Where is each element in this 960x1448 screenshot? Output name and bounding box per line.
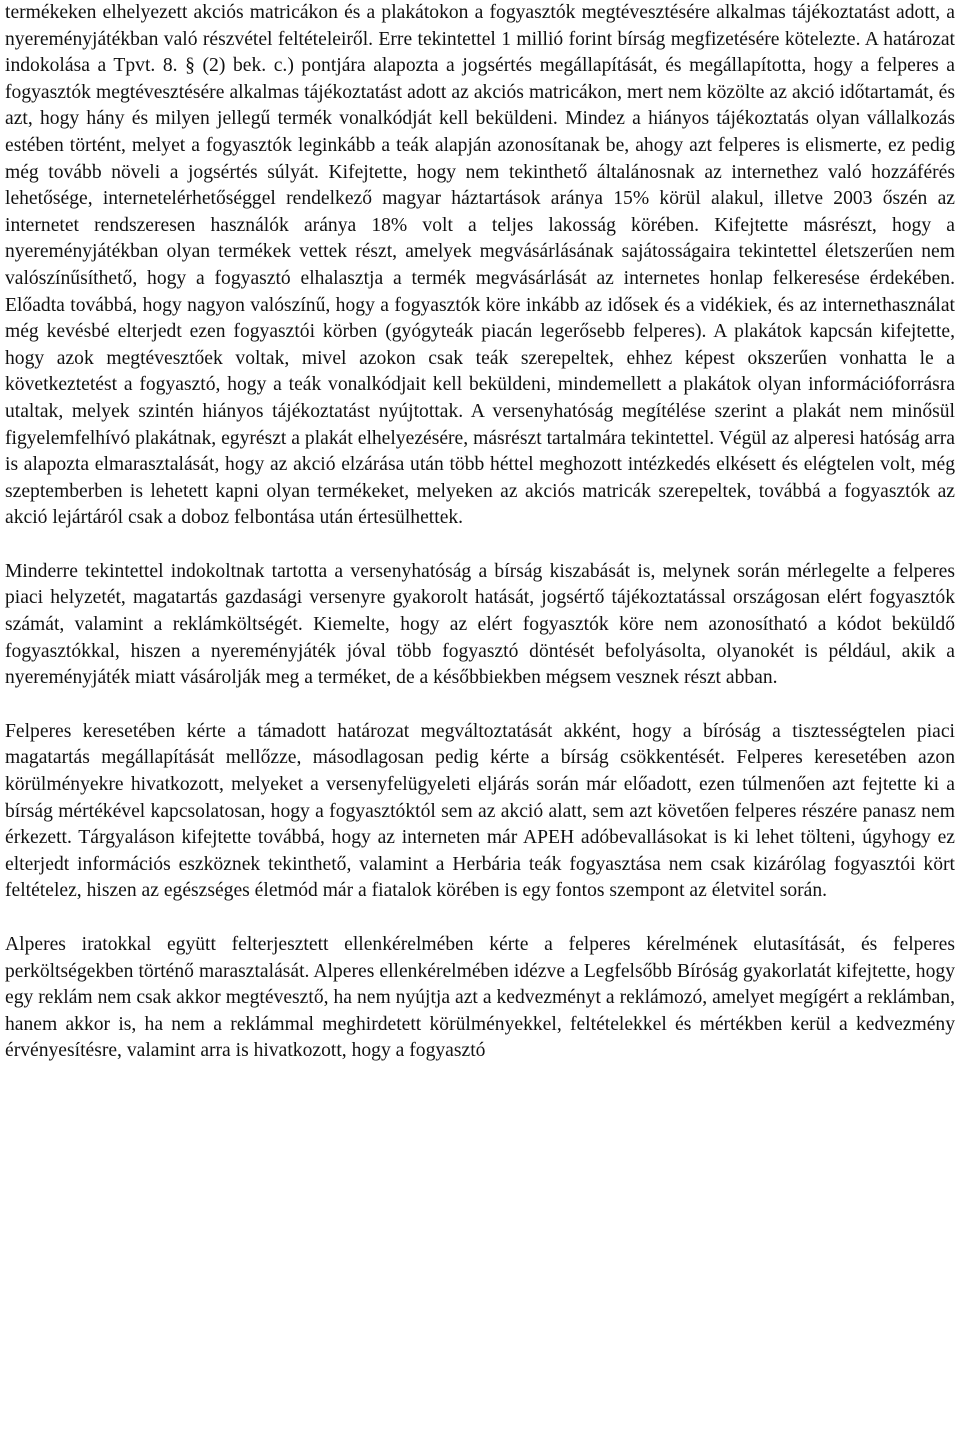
document-page (5, 0, 955, 1065)
paragraph-3: Felperes keresetében kérte a támadott határozat megváltoztatását akként, hogy a bíróság a tisztességtelen piaci magatartás megállapítását mellőzze, másodlagosan pedig kérte a bírság csökkentését. Felperes keresetében azon körülményekre hivatkozott, melyeket a versenyfelügyeleti eljárás során már előadott, ezen túlmenően azt fejtette ki a bírság mértékével kapcsolatosan, hogy a fogyasztóktól sem az akció alatt, sem azt követően felperes részére panasz nem érkezett. Tárgyaláson kifejtette továbbá, hogy az interneten már APEH adóbevallásokat is ki lehet tölteni, úgyhogy ez elterjedt információs eszköznek tekinthető, valamint a Herbária teák fogyasztása nem csak kizárólag fogyasztói kört feltételez, hiszen az egészséges életmód már a fiatalok körében is egy fontos szempont az életvitel során. (5, 720, 955, 902)
paragraph-gap (5, 692, 955, 719)
paragraph-4: Alperes iratokkal együtt felterjesztett ellenkérelmében kérte a felperes kérelmének elutasítását, és felperes perköltségekben történő marasztalását. Alperes ellenkérelmében idézve a Legfelsőbb Bíróság gyakorlatát kifejtette, hogy egy reklám nem csak akkor megtévesztő, ha nem nyújtja azt a kedvezményt a reklámozó, amelyet megígért a reklámban, hanem akkor is, ha nem a reklámmal meghirdetett körülményekkel, feltételekkel és mértékben kerül a kedvezmény érvényesítésre, valamint arra is hivatkozott, hogy a fogyasztó (5, 934, 955, 1062)
paragraph-2: Minderre tekintettel indokoltnak tartotta a versenyhatóság a bírság kiszabását is, melynek során mérlegelte a felperes piaci helyzetét, magatartás gazdasági versenyre gyakorolt hatását, jogsértő tájékoztatással országosan elért fogyasztók számát, valamint a reklámköltségét. Kiemelte, hogy az elért fogyasztók köre nem azonosítható a kódot beküldő fogyasztókkal, hiszen a nyereményjáték jóval több fogyasztó döntését befolyásolta, olyanokét is például, akik a nyereményjáték miatt vásárolják meg a terméket, de a későbbiekben mégsem vesznek részt abban. (5, 560, 955, 689)
paragraph-1: termékeken elhelyezett akciós matricákon és a plakátokon a fogyasztók megtévesztésére alkalmas tájékoztatást adott, a nyereményjátékban való részvétel feltételeiről. Erre tekintettel 1 millió forint bírság megfizetésére kötelezte. A határozat indokolása a Tpvt. 8. § (2) bek. c.) pontjára alapozta a jogsértés megállapítását, és megállapította, hogy a felperes a fogyasztók megtévesztésére alkalmas tájékoztatást adott az akciós matricákon, mert nem közölte az akció időtartamát, és azt, hogy hány és milyen jellegű termék vonalkódját kell beküldeni. Mindez a hiányos tájékoztatás olyan vállalkozás estében történt, melyet a fogyasztók leginkább a teák alapján azonosítanak be, ahogy azt felperes is elismerte, ez pedig még tovább növeli a jogsértés súlyát. Kifejtette, hogy nem tekinthető általánosnak az internethez való hozzáférés lehetősége, internetelérhetőséggel rendelkező magyar háztartások aránya 15% körül alakul, illetve 2003 őszén az internetet rendszeresen használók aránya 18% volt a teljes lakosság körében. Kifejtette másrészt, hogy a nyereményjátékban olyan termékek vettek részt, amelyek megvásárlásának sajátosságaira tekintettel életszerűen nem valószínűsíthető, hogy a fogyasztó elhalasztja a termék megvásárlását az internetes honlap felkeresése érdekében. Előadta továbbá, hogy nagyon valószínű, hogy a fogyasztók köre inkább az idősek és a vidékiek, és az internethasználat még kevésbé elterjedt ezen fogyasztói körben (gyógyteák piacán legerősebb felperes). A plakátok kapcsán kifejtette, hogy azok megtévesztőek voltak, mivel azokon csak teák szerepeltek, ehhez képest okszerűen vonhatta le a következtetést a fogyasztó, hogy a teák vonalkódjait kell beküldeni, mindemellett a plakátok olyan információforrásra utaltak, melyek szintén hiányos tájékoztatást nyújtottak. A versenyhatóság megítélése szerint a plakát nem minősül figyelemfelhívó plakátnak, egyrészt a plakát elhelyezésére, másrészt tartalmára tekintettel. Végül az alperesi hatóság arra is alapozta elmarasztalását, hogy az akció elzárása után több héttel meghozott intézkedés elkésett és elégtelen volt, még szeptemberben is lehetett kapni olyan termékeket, melyeken az akciós matricák szerepeltek, továbbá a fogyasztók az akció lejártáról csak a doboz felbontása után értesülhettek. (5, 2, 955, 529)
paragraph-gap (5, 905, 955, 932)
paragraph-gap (5, 532, 955, 559)
